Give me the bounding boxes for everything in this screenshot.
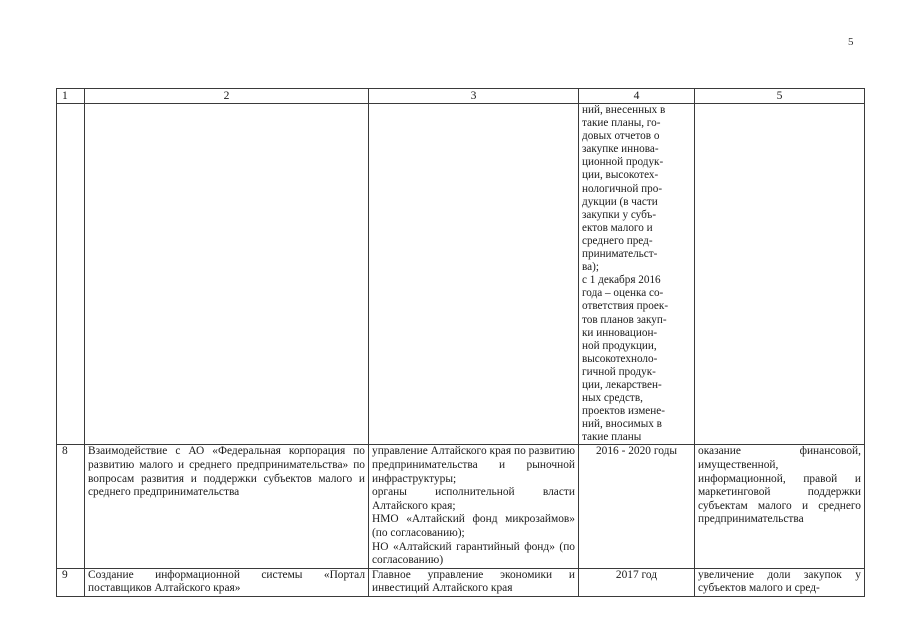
- header-cell-5: 5: [695, 89, 865, 104]
- table-header-row: [57, 89, 865, 104]
- table-row: [57, 445, 865, 568]
- header-cell-3: 3: [369, 89, 579, 104]
- header-cell-2: 2: [85, 89, 369, 104]
- table-row: [57, 568, 865, 596]
- measures-table: [56, 88, 865, 597]
- activity-cell: [85, 104, 369, 445]
- term-cell: 2016 - 2020 годы: [579, 445, 695, 568]
- table-row: [57, 104, 865, 445]
- result-cell: увеличение доли закупок у субъектов малого и сред-: [695, 568, 865, 596]
- row-number: 8: [57, 445, 85, 568]
- term-cell: ний, внесенных в такие планы, го- довых отчетов о закупке иннова- ционной продук- ции, высокотех- нологичной про- дукции (в части закупки у субъ- ектов малого и среднего пред- принимательст- ва); с 1 декабря 2016 года – оценка со- ответствия проек- тов планов закуп- ки инновацион- ной продукции, высокотехноло- гичной продук- ции, лекарствен- ных средств, проектов измене- ний, вносимых в такие планы: [579, 104, 695, 445]
- term-cell: 2017 год: [579, 568, 695, 596]
- result-cell: [695, 104, 865, 445]
- row-number: [57, 104, 85, 445]
- page-number: 5: [848, 36, 854, 48]
- result-cell: оказание финансовой, имущественной, информационной, правой и маркетинговой поддержки субъектам малого и среднего предпринимательства: [695, 445, 865, 568]
- activity-cell: Взаимодействие с АО «Федеральная корпорация по развитию малого и среднего предпринимательства» по вопросам развития и поддержки субъектов малого и среднего предпринимательства: [85, 445, 369, 568]
- header-cell-4: 4: [579, 89, 695, 104]
- executor-cell: Главное управление экономики и инвестиций Алтайского края: [369, 568, 579, 596]
- header-cell-1: 1: [57, 89, 85, 104]
- activity-cell: Создание информационной системы «Портал поставщиков Алтайского края»: [85, 568, 369, 596]
- row-number: 9: [57, 568, 85, 596]
- executor-cell: [369, 104, 579, 445]
- executor-cell: управление Алтайского края по развитию предпринимательства и рыночной инфраструктуры; органы исполнительной власти Алтайского края; НМО «Алтайский фонд микрозаймов» (по согласованию); НО «Алтайский гарантийный фонд» (по согласованию): [369, 445, 579, 568]
